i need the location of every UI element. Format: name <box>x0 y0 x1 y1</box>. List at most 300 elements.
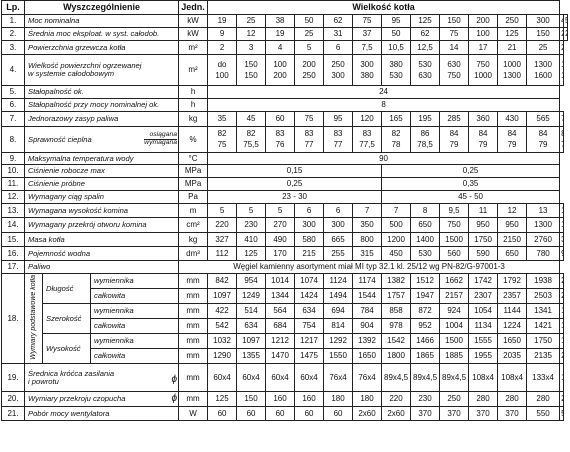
row-description: Paliwo <box>25 261 179 274</box>
table-row <box>2 86 568 99</box>
value-cell: 12,5 <box>411 41 440 55</box>
value-cell: 2135 <box>527 349 560 364</box>
value-cell: 1800 <box>382 349 411 364</box>
value-cell: 1249 <box>237 289 266 304</box>
value-cell: 250 <box>440 392 469 407</box>
value-cell: 300 <box>527 15 560 28</box>
unit-cell: kg <box>179 233 208 247</box>
value-cell: 83 77 <box>324 127 353 153</box>
row-description: Ciśnienie próbne <box>25 178 179 191</box>
value-cell: 684 <box>266 319 295 334</box>
row-number: 17. <box>2 261 25 274</box>
value-cell: 180 <box>324 392 353 407</box>
unit-cell: dm³ <box>179 247 208 261</box>
value-cell: 100 200 <box>266 55 295 86</box>
value-cell: 89x4,5 <box>440 364 469 392</box>
value-cell: 50 <box>295 15 324 28</box>
value-cell: 630 750 <box>440 55 469 86</box>
value-cell: 350 <box>353 218 382 233</box>
value-cell: 978 <box>382 319 411 334</box>
value-cell: 150 <box>237 392 266 407</box>
table-row <box>2 364 568 392</box>
value-cell: 1144 <box>498 304 527 319</box>
unit-cell: kW <box>179 15 208 28</box>
unit-cell: mm <box>179 364 208 392</box>
value-cell: 1500 <box>440 334 469 349</box>
value-cell: 1124 <box>324 274 353 289</box>
value-cell: 500 <box>382 218 411 233</box>
header-unit: Jedn. <box>179 1 208 15</box>
value-cell: 89x4,5 <box>411 364 440 392</box>
table-row <box>2 178 568 191</box>
unit-cell: m² <box>179 55 208 86</box>
value-cell <box>560 274 564 289</box>
value-cell: 490 <box>266 233 295 247</box>
value-cell: 14 <box>440 41 469 55</box>
value-cell: 3 <box>237 41 266 55</box>
row-number: 10. <box>2 165 25 178</box>
value-cell: 38 <box>266 15 295 28</box>
value-cell: 84 79 <box>498 127 527 153</box>
value-cell: 1174 <box>353 274 382 289</box>
value-cell: 530 <box>411 247 440 261</box>
value-cell: 83 77 <box>295 127 324 153</box>
value-cell: 842 <box>208 274 237 289</box>
row-description: Stałopalność ok. <box>25 86 179 99</box>
value-cell: 430 <box>498 112 527 127</box>
value-cell: 1470 <box>266 349 295 364</box>
dimension-sub: całkowita <box>91 289 179 304</box>
header-description: Wyszczególnienie <box>25 1 179 15</box>
value-cell: 1544 <box>353 289 382 304</box>
value-cell: 35 <box>208 112 237 127</box>
value-cell: 1290 <box>208 349 237 364</box>
value-cell: 5 <box>266 204 295 218</box>
value-cell: 150 <box>527 28 560 41</box>
value-cell: 62 <box>324 15 353 28</box>
table-row <box>2 407 568 421</box>
value-cell: 1382 <box>382 274 411 289</box>
value-cell: 754 <box>295 319 324 334</box>
value-cell <box>560 41 564 55</box>
unit-cell: % <box>179 127 208 153</box>
value-cell: 150 150 <box>237 55 266 86</box>
value-cell: 230 <box>237 218 266 233</box>
value-cell: 60x4 <box>295 364 324 392</box>
value-cell: 60x4 <box>237 364 266 392</box>
fuel-value: Węgiel kamienny asortyment miał MI typ 32.1 kl. 25/12 wg PN-82/G-97001-3 <box>179 261 560 274</box>
row-description: Stałopalność przy mocy nominalnej ok. <box>25 99 179 112</box>
value-cell: 300 <box>324 218 353 233</box>
row-number: 9. <box>2 153 25 165</box>
value-cell: 1212 <box>266 334 295 349</box>
value-cell: 1750 <box>469 233 498 247</box>
value-cell: 1475 <box>295 349 324 364</box>
value-cell: 370 <box>440 407 469 421</box>
row-number: 12. <box>2 191 25 204</box>
value-cell: 37 <box>353 28 382 41</box>
span-value: 90 <box>208 153 560 165</box>
row-description: Wielkość powierzchni ogrzewanej w systemie całodobowym <box>25 55 179 86</box>
value-cell: 2760 <box>527 233 560 247</box>
value-cell <box>560 364 564 392</box>
dimension-sub: wymiennika <box>91 304 179 319</box>
value-cell <box>564 15 568 28</box>
row-description: Średnica króćca zasilania i powrotu ϕ <box>25 364 179 392</box>
value-cell: 5 <box>208 204 237 218</box>
value-cell: 125 <box>498 28 527 41</box>
value-cell: 1032 <box>208 334 237 349</box>
value-cell: 21 <box>498 41 527 55</box>
value-cell <box>560 204 564 218</box>
value-cell: 580 <box>295 233 324 247</box>
unit-cell: MPa <box>179 178 208 191</box>
value-cell: 89x4,5 <box>382 364 411 392</box>
table-row <box>2 261 568 274</box>
value-cell: 50 <box>382 28 411 41</box>
value-cell: 112 <box>208 247 237 261</box>
value-cell: 6 <box>324 204 353 218</box>
table-row <box>2 392 568 407</box>
value-cell: 590 <box>469 247 498 261</box>
value-cell: 1424 <box>295 289 324 304</box>
row-number: 20. <box>2 392 25 407</box>
value-cell: 60 <box>237 407 266 421</box>
unit-cell: kg <box>179 112 208 127</box>
unit-cell: m <box>179 204 208 218</box>
value-cell: 2503 <box>527 289 560 304</box>
value-cell <box>560 247 564 261</box>
value-cell: 634 <box>237 319 266 334</box>
value-cell: 665 <box>324 233 353 247</box>
value-cell: 60 <box>324 407 353 421</box>
value-cell: 280 <box>498 392 527 407</box>
value-cell: 2035 <box>498 349 527 364</box>
value-cell: 1947 <box>411 289 440 304</box>
value-cell: 82 78 <box>382 127 411 153</box>
value-cell <box>560 349 564 364</box>
value-cell: 1134 <box>469 319 498 334</box>
table-row <box>2 304 568 319</box>
value-cell: 200 <box>469 15 498 28</box>
value-cell: 2357 <box>498 289 527 304</box>
value-cell: 84 79 <box>527 127 560 153</box>
value-cell: 108x4 <box>498 364 527 392</box>
unit-cell: cm² <box>179 218 208 233</box>
value-cell: 904 <box>353 319 382 334</box>
value-cell: 1421 <box>527 319 560 334</box>
value-cell: 814 <box>324 319 353 334</box>
value-cell: 950 <box>498 218 527 233</box>
unit-cell: mm <box>179 274 208 289</box>
value-cell: 200 250 <box>295 55 324 86</box>
dimension-name: Długość <box>43 274 91 304</box>
unit-cell: Pa <box>179 191 208 204</box>
value-cell: 1344 <box>266 289 295 304</box>
value-cell: 422 <box>208 304 237 319</box>
value-cell: 25 <box>237 15 266 28</box>
value-cell: 634 <box>295 304 324 319</box>
value-cell: 1400 <box>411 233 440 247</box>
row-number: 2. <box>2 28 25 41</box>
dims-side-label: Wymiary podstawowe kotła <box>25 274 43 364</box>
value-cell: 83 76 <box>266 127 295 153</box>
value-cell: 1494 <box>324 289 353 304</box>
span-value-low: 23 - 30 <box>208 191 382 204</box>
value-cell: 84 79 <box>440 127 469 153</box>
value-cell: 82 75 <box>208 127 237 153</box>
value-cell: 1300 1600 <box>527 55 560 86</box>
header-lp: Lp. <box>2 1 25 15</box>
row-description: Wymagany ciąg spalin <box>25 191 179 204</box>
value-cell: 514 <box>237 304 266 319</box>
table-row <box>2 112 568 127</box>
unit-cell: W <box>179 407 208 421</box>
value-cell: 2x60 <box>382 407 411 421</box>
row-number: 19. <box>2 364 25 392</box>
row-number: 7. <box>2 112 25 127</box>
table-row <box>2 204 568 218</box>
value-cell: 7,5 <box>353 41 382 55</box>
value-cell: 1292 <box>324 334 353 349</box>
value-cell: 86 78,5 <box>411 127 440 153</box>
value-cell: 1004 <box>440 319 469 334</box>
value-cell: 1757 <box>382 289 411 304</box>
value-cell <box>560 407 564 421</box>
value-cell: 565 <box>527 112 560 127</box>
value-cell: 250 300 <box>324 55 353 86</box>
value-cell: 784 <box>353 304 382 319</box>
value-cell: 125 <box>237 247 266 261</box>
row-description: Ciśnienie robocze max <box>25 165 179 178</box>
value-cell <box>560 392 564 407</box>
unit-cell: MPa <box>179 165 208 178</box>
value-cell: 280 <box>469 392 498 407</box>
value-cell: 165 <box>382 112 411 127</box>
row-description: Jednorazowy zasyp paliwa <box>25 112 179 127</box>
value-cell: 19 <box>208 15 237 28</box>
row-description: Masa kotła <box>25 233 179 247</box>
value-cell: 60 <box>208 407 237 421</box>
value-cell: 60x4 <box>208 364 237 392</box>
span-value-low: 0,25 <box>208 178 382 191</box>
value-cell: 60 <box>266 407 295 421</box>
row-number: 6. <box>2 99 25 112</box>
value-cell: 2157 <box>440 289 469 304</box>
value-cell: 564 <box>266 304 295 319</box>
value-cell: 9,5 <box>440 204 469 218</box>
value-cell: 4 <box>266 41 295 55</box>
value-cell <box>560 233 564 247</box>
value-cell <box>560 289 564 304</box>
row-description: Sprawność cieplna osiągana wymagana <box>25 127 179 153</box>
value-cell: 694 <box>324 304 353 319</box>
value-cell: 250 <box>498 15 527 28</box>
value-cell: 25 <box>527 41 560 55</box>
unit-cell: h <box>179 86 208 99</box>
row-number: 3. <box>2 41 25 55</box>
value-cell: 6 <box>324 41 353 55</box>
table-row <box>2 153 568 165</box>
value-cell: 1014 <box>266 274 295 289</box>
dimension-sub: wymiennika <box>91 334 179 349</box>
table-row <box>2 218 568 233</box>
value-cell: 1742 <box>469 274 498 289</box>
value-cell: 75 <box>440 28 469 41</box>
value-cell: 19 <box>266 28 295 41</box>
table-row <box>2 191 568 204</box>
value-cell: 9 <box>208 28 237 41</box>
value-cell: 2 <box>208 41 237 55</box>
value-cell: 1217 <box>295 334 324 349</box>
value-cell: 1466 <box>411 334 440 349</box>
row-description: Powierzchnia grzewcza kotła <box>25 41 179 55</box>
dimension-sub: całkowita <box>91 319 179 334</box>
row-number: 11. <box>2 178 25 191</box>
value-cell: 1542 <box>382 334 411 349</box>
header-boiler-size: Wielkość kotła <box>208 1 560 15</box>
value-cell: 1662 <box>440 274 469 289</box>
value-cell: 1097 <box>237 334 266 349</box>
value-cell: 230 <box>411 392 440 407</box>
value-cell: 300 380 <box>353 55 382 86</box>
value-cell: 82 75,5 <box>237 127 266 153</box>
value-cell: 872 <box>411 304 440 319</box>
row-number: 14. <box>2 218 25 233</box>
value-cell: 450 <box>382 247 411 261</box>
value-cell: 95 <box>324 112 353 127</box>
value-cell: 45 <box>237 112 266 127</box>
value-cell: 1392 <box>353 334 382 349</box>
value-cell: 75 <box>295 112 324 127</box>
row-number: 13. <box>2 204 25 218</box>
value-cell: 410 <box>237 233 266 247</box>
value-cell: 370 <box>469 407 498 421</box>
value-cell: 954 <box>237 274 266 289</box>
row-description: Pobór mocy wentylatora <box>25 407 179 421</box>
value-cell: 1650 <box>498 334 527 349</box>
value-cell: 76x4 <box>324 364 353 392</box>
value-cell: 60 <box>266 112 295 127</box>
row-description: Wymagana wysokość komina <box>25 204 179 218</box>
unit-cell: mm <box>179 392 208 407</box>
value-cell: 160 <box>266 392 295 407</box>
unit-cell: mm <box>179 304 208 319</box>
row-number: 21. <box>2 407 25 421</box>
unit-cell: m² <box>179 41 208 55</box>
value-cell: 100 <box>469 28 498 41</box>
value-cell: 11 <box>469 204 498 218</box>
value-cell: 83 77,5 <box>353 127 382 153</box>
boiler-spec-sheet <box>1 0 568 452</box>
value-cell: 1500 <box>440 233 469 247</box>
row-number: 18. <box>2 274 25 364</box>
value-cell: 220 <box>382 392 411 407</box>
span-value: 8 <box>208 99 560 112</box>
value-cell: 255 <box>324 247 353 261</box>
value-cell: 1865 <box>411 349 440 364</box>
value-cell: 280 <box>527 392 560 407</box>
value-cell: 31 <box>324 28 353 41</box>
spec-table <box>1 0 568 421</box>
table-row <box>2 28 568 41</box>
row-description: Średnia moc eksploat. w syst. całodob. <box>25 28 179 41</box>
value-cell: 1355 <box>237 349 266 364</box>
value-cell: 12 <box>498 204 527 218</box>
value-cell: 315 <box>353 247 382 261</box>
value-cell: 150 <box>440 15 469 28</box>
unit-cell: h <box>179 99 208 112</box>
value-cell: 1885 <box>440 349 469 364</box>
value-cell: 750 1000 <box>469 55 498 86</box>
value-cell: 133x4 <box>527 364 560 392</box>
value-cell: 62 <box>411 28 440 41</box>
value-cell: 17 <box>469 41 498 55</box>
unit-cell: kW <box>179 28 208 41</box>
value-cell: 370 <box>498 407 527 421</box>
value-cell: 1000 1300 <box>498 55 527 86</box>
value-cell: 2307 <box>469 289 498 304</box>
value-cell: 1200 <box>382 233 411 247</box>
table-row <box>2 165 568 178</box>
table-row <box>2 127 568 153</box>
value-cell: 76x4 <box>353 364 382 392</box>
value-cell: 780 <box>527 247 560 261</box>
row-number: 8. <box>2 127 25 153</box>
span-value: 24 <box>208 86 560 99</box>
value-cell: 2150 <box>498 233 527 247</box>
value-cell: 542 <box>208 319 237 334</box>
value-cell <box>560 55 564 86</box>
value-cell: 380 530 <box>382 55 411 86</box>
row-description: Moc nominalna <box>25 15 179 28</box>
unit-cell: mm <box>179 319 208 334</box>
value-cell: 6 <box>295 204 324 218</box>
table-row <box>2 41 568 55</box>
unit-cell: °C <box>179 153 208 165</box>
value-cell: 950 <box>469 218 498 233</box>
dimension-name: Szerokość <box>43 304 91 334</box>
value-cell: 2x60 <box>353 407 382 421</box>
value-cell: 1224 <box>498 319 527 334</box>
value-cell: 195 <box>411 112 440 127</box>
value-cell: 370 <box>411 407 440 421</box>
unit-cell: mm <box>179 334 208 349</box>
unit-cell: mm <box>179 349 208 364</box>
value-cell: 1792 <box>498 274 527 289</box>
row-number: 4. <box>2 55 25 86</box>
row-description: Maksymalna temperatura wody <box>25 153 179 165</box>
table-row <box>2 15 568 28</box>
value-cell: 300 <box>295 218 324 233</box>
value-cell: 360 <box>469 112 498 127</box>
value-cell: 1938 <box>527 274 560 289</box>
value-cell: 650 <box>498 247 527 261</box>
value-cell: 160 <box>295 392 324 407</box>
value-cell: 1650 <box>353 349 382 364</box>
value-cell: 7 <box>353 204 382 218</box>
value-cell: 215 <box>295 247 324 261</box>
value-cell: 95 <box>382 15 411 28</box>
row-number: 5. <box>2 86 25 99</box>
value-cell: 858 <box>382 304 411 319</box>
dimension-sub: wymiennika <box>91 274 179 289</box>
value-cell <box>560 304 564 319</box>
value-cell: 1750 <box>527 334 560 349</box>
row-number: 1. <box>2 15 25 28</box>
value-cell <box>560 218 564 233</box>
value-cell: 12 <box>237 28 266 41</box>
